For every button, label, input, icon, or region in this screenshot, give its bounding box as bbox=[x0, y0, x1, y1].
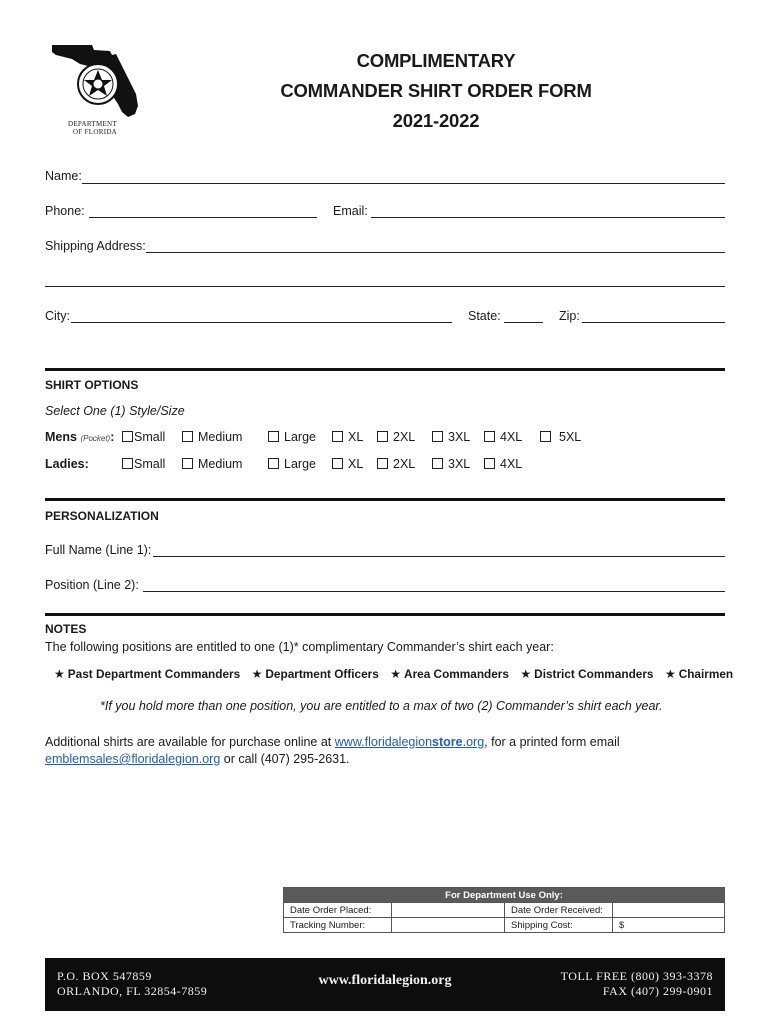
zip-label: Zip: bbox=[559, 309, 580, 323]
email-label: Email: bbox=[333, 204, 368, 218]
mens-colon: : bbox=[110, 430, 115, 444]
state-field[interactable] bbox=[504, 322, 543, 323]
department-use-table bbox=[283, 887, 725, 933]
email-link[interactable]: emblemsales@floridalegion.org bbox=[45, 752, 221, 766]
ladies-size-medium[interactable] bbox=[182, 457, 242, 471]
tracking-number-value[interactable] bbox=[392, 918, 505, 933]
city-label: City: bbox=[45, 309, 70, 323]
checkbox-icon[interactable] bbox=[332, 458, 343, 469]
full-name-field[interactable] bbox=[153, 556, 725, 557]
department-use-title: For Department Use Only: bbox=[284, 888, 725, 903]
mens-size-2xl[interactable] bbox=[377, 430, 415, 444]
ladies-size-label: Large bbox=[284, 457, 316, 471]
mens-size-label: 4XL bbox=[500, 430, 523, 444]
additional-mid: , for a printed form email bbox=[484, 735, 620, 749]
ladies-size-label: Small bbox=[134, 457, 166, 471]
name-field[interactable] bbox=[82, 183, 725, 184]
mens-size-label: 5XL bbox=[559, 430, 582, 444]
store-link-part: store bbox=[432, 735, 463, 749]
full-name-label: Full Name (Line 1): bbox=[45, 543, 152, 557]
star-icon: ★ bbox=[520, 667, 532, 681]
ladies-size-label: 2XL bbox=[393, 457, 416, 471]
mens-size-large[interactable] bbox=[268, 430, 316, 444]
ladies-size-xl[interactable] bbox=[332, 457, 363, 471]
star-icon: ★ bbox=[251, 667, 263, 681]
mens-size-4xl[interactable] bbox=[484, 430, 522, 444]
mens-size-label: Large bbox=[284, 430, 316, 444]
date-placed-value[interactable] bbox=[392, 903, 505, 918]
star-icon: ★ bbox=[54, 667, 65, 681]
footer-city-line: ORLANDO, FL 32854-7859 bbox=[57, 984, 208, 998]
department-logo bbox=[50, 42, 148, 138]
checkbox-icon[interactable] bbox=[540, 431, 551, 442]
checkbox-icon[interactable] bbox=[432, 431, 443, 442]
footer-website[interactable]: www.floridalegion.org bbox=[318, 973, 452, 988]
shipping-cost-value[interactable]: $ bbox=[613, 918, 725, 933]
checkbox-icon[interactable] bbox=[268, 431, 279, 442]
section-divider bbox=[45, 613, 725, 616]
footer-fax: FAX (407) 299-0901 bbox=[602, 984, 713, 998]
shirt-options-heading: SHIRT OPTIONS bbox=[45, 378, 139, 392]
checkbox-icon[interactable] bbox=[377, 458, 388, 469]
section-divider bbox=[45, 498, 725, 501]
ladies-size-2xl[interactable] bbox=[377, 457, 415, 471]
date-received-label: Date Order Received: bbox=[505, 903, 613, 918]
form-title-line2: COMMANDER SHIRT ORDER FORM bbox=[280, 80, 592, 101]
mens-size-5xl[interactable] bbox=[540, 430, 581, 444]
checkbox-icon[interactable] bbox=[432, 458, 443, 469]
ladies-size-label: Medium bbox=[198, 457, 243, 471]
checkbox-icon[interactable] bbox=[484, 458, 495, 469]
shipping-cost-label: Shipping Cost: bbox=[505, 918, 613, 933]
ladies-size-label: 3XL bbox=[448, 457, 471, 471]
email-field[interactable] bbox=[371, 217, 725, 218]
additional-suffix: or call (407) 295-2631. bbox=[220, 752, 350, 766]
shipping-address-field[interactable] bbox=[146, 252, 725, 253]
checkbox-icon[interactable] bbox=[332, 431, 343, 442]
position-field[interactable] bbox=[143, 591, 725, 592]
city-field[interactable] bbox=[71, 322, 452, 323]
checkbox-icon[interactable] bbox=[268, 458, 279, 469]
form-title-line3: 2021-2022 bbox=[392, 110, 480, 131]
shirt-options-instruction: Select One (1) Style/Size bbox=[45, 404, 185, 418]
checkbox-icon[interactable] bbox=[484, 431, 495, 442]
mens-size-xl[interactable] bbox=[332, 430, 363, 444]
checkbox-icon[interactable] bbox=[182, 458, 193, 469]
personalization-heading: PERSONALIZATION bbox=[45, 509, 159, 523]
mens-size-label: 2XL bbox=[393, 430, 416, 444]
eligible-positions bbox=[54, 665, 740, 683]
store-link-part: www.floridalegion bbox=[334, 735, 433, 749]
notes-intro: The following positions are entitled to one (1)* complimentary Commander’s shirt each year: bbox=[45, 640, 554, 654]
phone-field[interactable] bbox=[89, 217, 317, 218]
name-label: Name: bbox=[45, 169, 82, 183]
checkbox-icon[interactable] bbox=[377, 431, 388, 442]
position-item: Department Officers bbox=[265, 667, 379, 681]
ladies-label: Ladies: bbox=[45, 457, 89, 471]
ladies-size-label: XL bbox=[348, 457, 364, 471]
shipping-address-field-2[interactable] bbox=[45, 286, 725, 287]
shipping-address-label: Shipping Address: bbox=[45, 239, 146, 253]
mens-size-3xl[interactable] bbox=[432, 430, 470, 444]
ladies-size-label: 4XL bbox=[500, 457, 523, 471]
mens-size-label: 3XL bbox=[448, 430, 471, 444]
tracking-number-label: Tracking Number: bbox=[284, 918, 392, 933]
store-link[interactable] bbox=[335, 735, 484, 749]
phone-label: Phone: bbox=[45, 204, 85, 218]
position-item: District Commanders bbox=[534, 667, 654, 681]
date-placed-label: Date Order Placed: bbox=[284, 903, 392, 918]
mens-size-label: Small bbox=[134, 430, 166, 444]
mens-size-label: Medium bbox=[198, 430, 243, 444]
state-label: State: bbox=[468, 309, 501, 323]
ladies-size-large[interactable] bbox=[268, 457, 316, 471]
store-link-part: .org bbox=[462, 735, 485, 749]
position-label: Position (Line 2): bbox=[45, 578, 139, 592]
checkbox-icon[interactable] bbox=[122, 431, 133, 442]
footer-bar bbox=[45, 958, 725, 1011]
ladies-size-3xl[interactable] bbox=[432, 457, 470, 471]
checkbox-icon[interactable] bbox=[122, 458, 133, 469]
footer-toll-free: TOLL FREE (800) 393-3378 bbox=[560, 969, 713, 983]
additional-shirts-text bbox=[45, 734, 620, 768]
additional-prefix: Additional shirts are available for purchase online at bbox=[45, 735, 335, 749]
date-received-value[interactable] bbox=[613, 903, 725, 918]
mens-size-small[interactable] bbox=[122, 430, 165, 444]
position-item: Area Commanders bbox=[404, 667, 509, 681]
footer-po-box: P.O. BOX 547859 bbox=[57, 969, 152, 983]
checkbox-icon[interactable] bbox=[182, 431, 193, 442]
ladies-size-4xl[interactable] bbox=[484, 457, 522, 471]
mens-pocket-note: (Pocket) bbox=[80, 434, 111, 443]
logo-caption-line2: OF FLORIDA bbox=[73, 128, 118, 136]
mens-size-medium[interactable] bbox=[182, 430, 242, 444]
zip-field[interactable] bbox=[582, 322, 725, 323]
mens-size-label: XL bbox=[348, 430, 364, 444]
logo-caption-line1: DEPARTMENT bbox=[68, 120, 117, 128]
position-item: Past Department Commanders bbox=[67, 667, 241, 681]
mens-label-text: Mens bbox=[45, 430, 77, 444]
notes-footnote: *If you hold more than one position, you are entitled to a max of two (2) Commander’s shirt each year. bbox=[100, 699, 663, 713]
notes-heading: NOTES bbox=[45, 622, 87, 636]
florida-map-emblem-icon bbox=[50, 42, 148, 122]
section-divider bbox=[45, 368, 725, 371]
position-item: Chairmen bbox=[678, 667, 734, 681]
form-title-line1: COMPLIMENTARY bbox=[356, 50, 516, 71]
ladies-size-small[interactable] bbox=[122, 457, 165, 471]
star-icon: ★ bbox=[664, 667, 676, 681]
star-icon: ★ bbox=[390, 667, 402, 681]
mens-label bbox=[45, 430, 114, 444]
